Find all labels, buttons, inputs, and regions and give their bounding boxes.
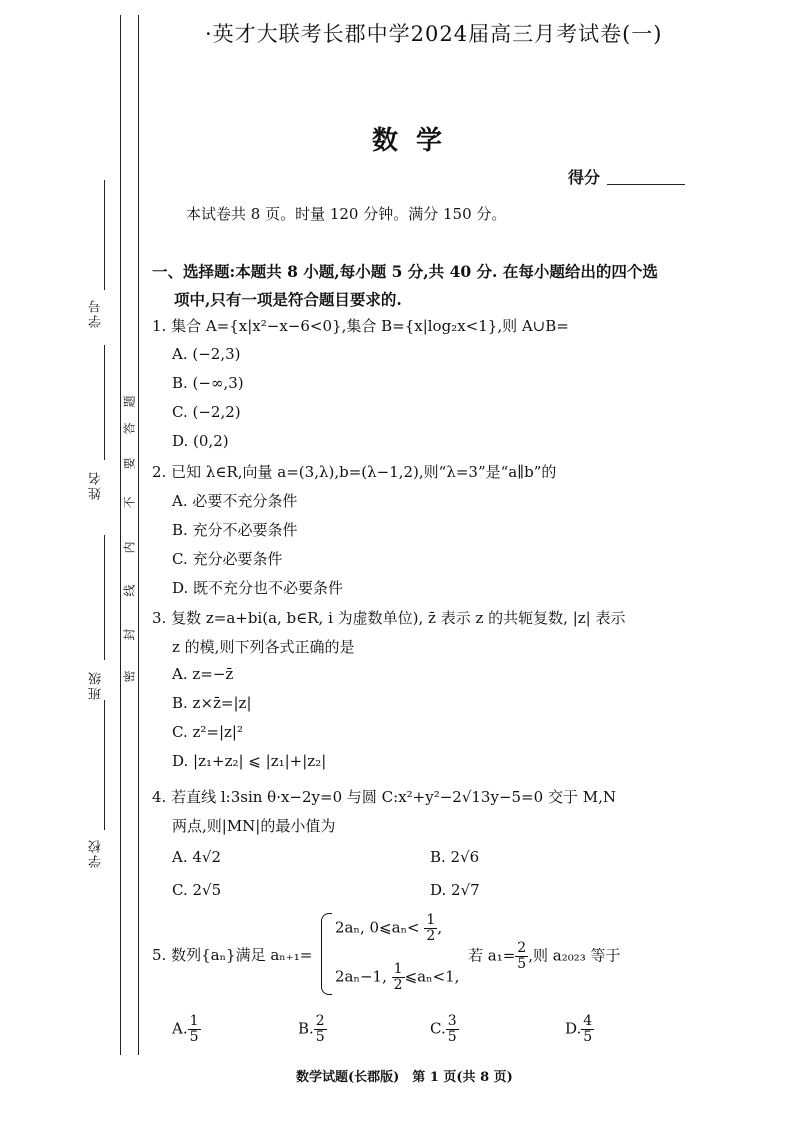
fraction-den: 2: [426, 928, 436, 944]
fraction-den: 5: [583, 1029, 593, 1045]
condition-tail: ,则 a₂₀₂₃ 等于: [528, 946, 621, 965]
option-fraction: [446, 1014, 459, 1045]
question-5-case-1: 2aₙ, 0⩽aₙ< $\frac{1}{2}$ ,: [335, 912, 443, 944]
seal-char: 不: [122, 496, 137, 509]
question-3-stem-cont: z 的模,则下列各式正确的是: [172, 638, 355, 656]
question-2-option-d[interactable]: D. 既不充分也不必要条件: [172, 579, 344, 597]
question-4-stem-cont: 两点,则|MN|的最小值为: [172, 817, 336, 835]
fraction-num: 3: [447, 1013, 457, 1029]
piecewise-brace: [321, 913, 332, 995]
question-4-option-d[interactable]: D. 2√7: [430, 881, 480, 899]
case-2-tail: ⩽aₙ<1,: [404, 967, 460, 986]
fraction-den: 5: [189, 1029, 199, 1045]
question-2-option-c[interactable]: C. 充分必要条件: [172, 550, 283, 568]
case-2-text: 2aₙ−1,: [335, 967, 387, 986]
fraction-half: [392, 962, 405, 993]
binding-line-outer: [120, 15, 121, 1055]
fraction-num: 1: [393, 961, 403, 977]
question-5-stem-prefix: 5. 数列{aₙ}满足 aₙ₊₁=: [152, 946, 313, 964]
question-2-stem: 2. 已知 λ∈R,向量 a=(3,λ),b=(λ−1,2),则“λ=3”是“a∥b”的: [152, 463, 557, 481]
option-label: B.: [298, 1019, 314, 1038]
fraction-den: 5: [517, 956, 527, 972]
seal-char: 密: [122, 670, 137, 683]
question-3-option-d[interactable]: D. |z₁+z₂| ⩽ |z₁|+|z₂|: [172, 752, 327, 770]
fraction-half: [424, 913, 437, 944]
question-2-option-a[interactable]: A. 必要不充分条件: [172, 492, 298, 510]
seal-char: 内: [122, 541, 137, 554]
question-1-option-a[interactable]: A. (−2,3): [172, 345, 241, 363]
option-label: A.: [172, 1019, 188, 1038]
option-fraction: [581, 1014, 594, 1045]
question-1-option-b[interactable]: B. (−∞,3): [172, 374, 244, 392]
question-3-option-b[interactable]: B. z×z̄=|z|: [172, 694, 252, 712]
question-5-condition: [468, 941, 621, 972]
fraction-num: 2: [315, 1013, 325, 1029]
option-label: C.: [430, 1019, 446, 1038]
seal-char: 答: [122, 422, 137, 435]
class-label: 班级: [89, 670, 104, 700]
seal-char: 要: [122, 457, 137, 470]
school-label: 学校: [89, 838, 104, 868]
school-blank[interactable]: [104, 700, 105, 830]
question-5-option-d[interactable]: [565, 1014, 594, 1045]
option-label: D.: [565, 1019, 582, 1038]
name-label: 姓名: [89, 470, 104, 500]
question-4-stem: 4. 若直线 l:3sin θ·x−2y=0 与圆 C:x²+y²−2√13y−5=0 交于 M,N: [152, 788, 616, 806]
section-heading-line2: 项中,只有一项是符合题目要求的.: [174, 290, 402, 309]
fraction-num: 1: [189, 1013, 199, 1029]
fraction-num: 2: [517, 940, 527, 956]
option-fraction: [188, 1014, 201, 1045]
question-4-option-b[interactable]: B. 2√6: [430, 848, 480, 866]
exam-title: ·英才大联考长郡中学2024届高三月考试卷(一): [205, 22, 663, 46]
question-1-option-c[interactable]: C. (−2,2): [172, 403, 241, 421]
question-5-option-c[interactable]: [430, 1014, 459, 1045]
name-blank[interactable]: [104, 345, 105, 460]
question-1-stem: 1. 集合 A={x|x²−x−6<0},集合 B={x|log₂x<1},则 A∪B=: [152, 317, 569, 335]
question-5-option-b[interactable]: [298, 1014, 327, 1045]
score-label: 得分: [568, 168, 601, 187]
exam-intro: 本试卷共 8 页。时量 120 分钟。满分 150 分。: [186, 205, 507, 223]
condition-text: 若 a₁=: [468, 946, 516, 965]
binding-line-inner: [138, 15, 139, 1055]
question-3-option-c[interactable]: C. z²=|z|²: [172, 723, 243, 741]
fraction-num: 1: [426, 912, 436, 928]
case-1-text: 2aₙ, 0⩽aₙ<: [335, 918, 420, 937]
question-4-option-a[interactable]: A. 4√2: [172, 848, 222, 866]
question-5-option-a[interactable]: [172, 1014, 201, 1045]
question-3-option-a[interactable]: A. z=−z̄: [172, 665, 234, 683]
question-3-stem: 3. 复数 z=a+bi(a, b∈R, i 为虚数单位), z̄ 表示 z 的共轭复数, |z| 表示: [152, 609, 626, 627]
seal-char: 题: [122, 395, 137, 408]
question-1-option-d[interactable]: D. (0,2): [172, 432, 229, 450]
question-4-option-c[interactable]: C. 2√5: [172, 881, 222, 899]
fraction-num: 4: [583, 1013, 593, 1029]
subject-title: 数学: [372, 126, 461, 156]
seal-char: 封: [122, 628, 137, 641]
option-fraction: [314, 1014, 327, 1045]
student-id-label: 学号: [89, 298, 104, 328]
fraction-den: 5: [447, 1029, 457, 1045]
section-heading: [152, 258, 692, 314]
question-5-case-2: [335, 962, 459, 993]
student-id-blank[interactable]: [104, 180, 105, 290]
fraction-den: 2: [393, 977, 403, 993]
fraction-den: 5: [315, 1029, 325, 1045]
question-2-option-b[interactable]: B. 充分不必要条件: [172, 521, 298, 539]
seal-char: 线: [122, 584, 137, 597]
score-field[interactable]: [607, 184, 685, 185]
section-heading-line1: 一、选择题:本题共 8 小题,每小题 5 分,共 40 分. 在每小题给出的四个选: [152, 262, 658, 281]
fraction-a1: [515, 941, 528, 972]
class-blank[interactable]: [104, 535, 105, 660]
page-footer: 数学试题(长郡版) 第 1 页(共 8 页): [296, 1070, 513, 1085]
